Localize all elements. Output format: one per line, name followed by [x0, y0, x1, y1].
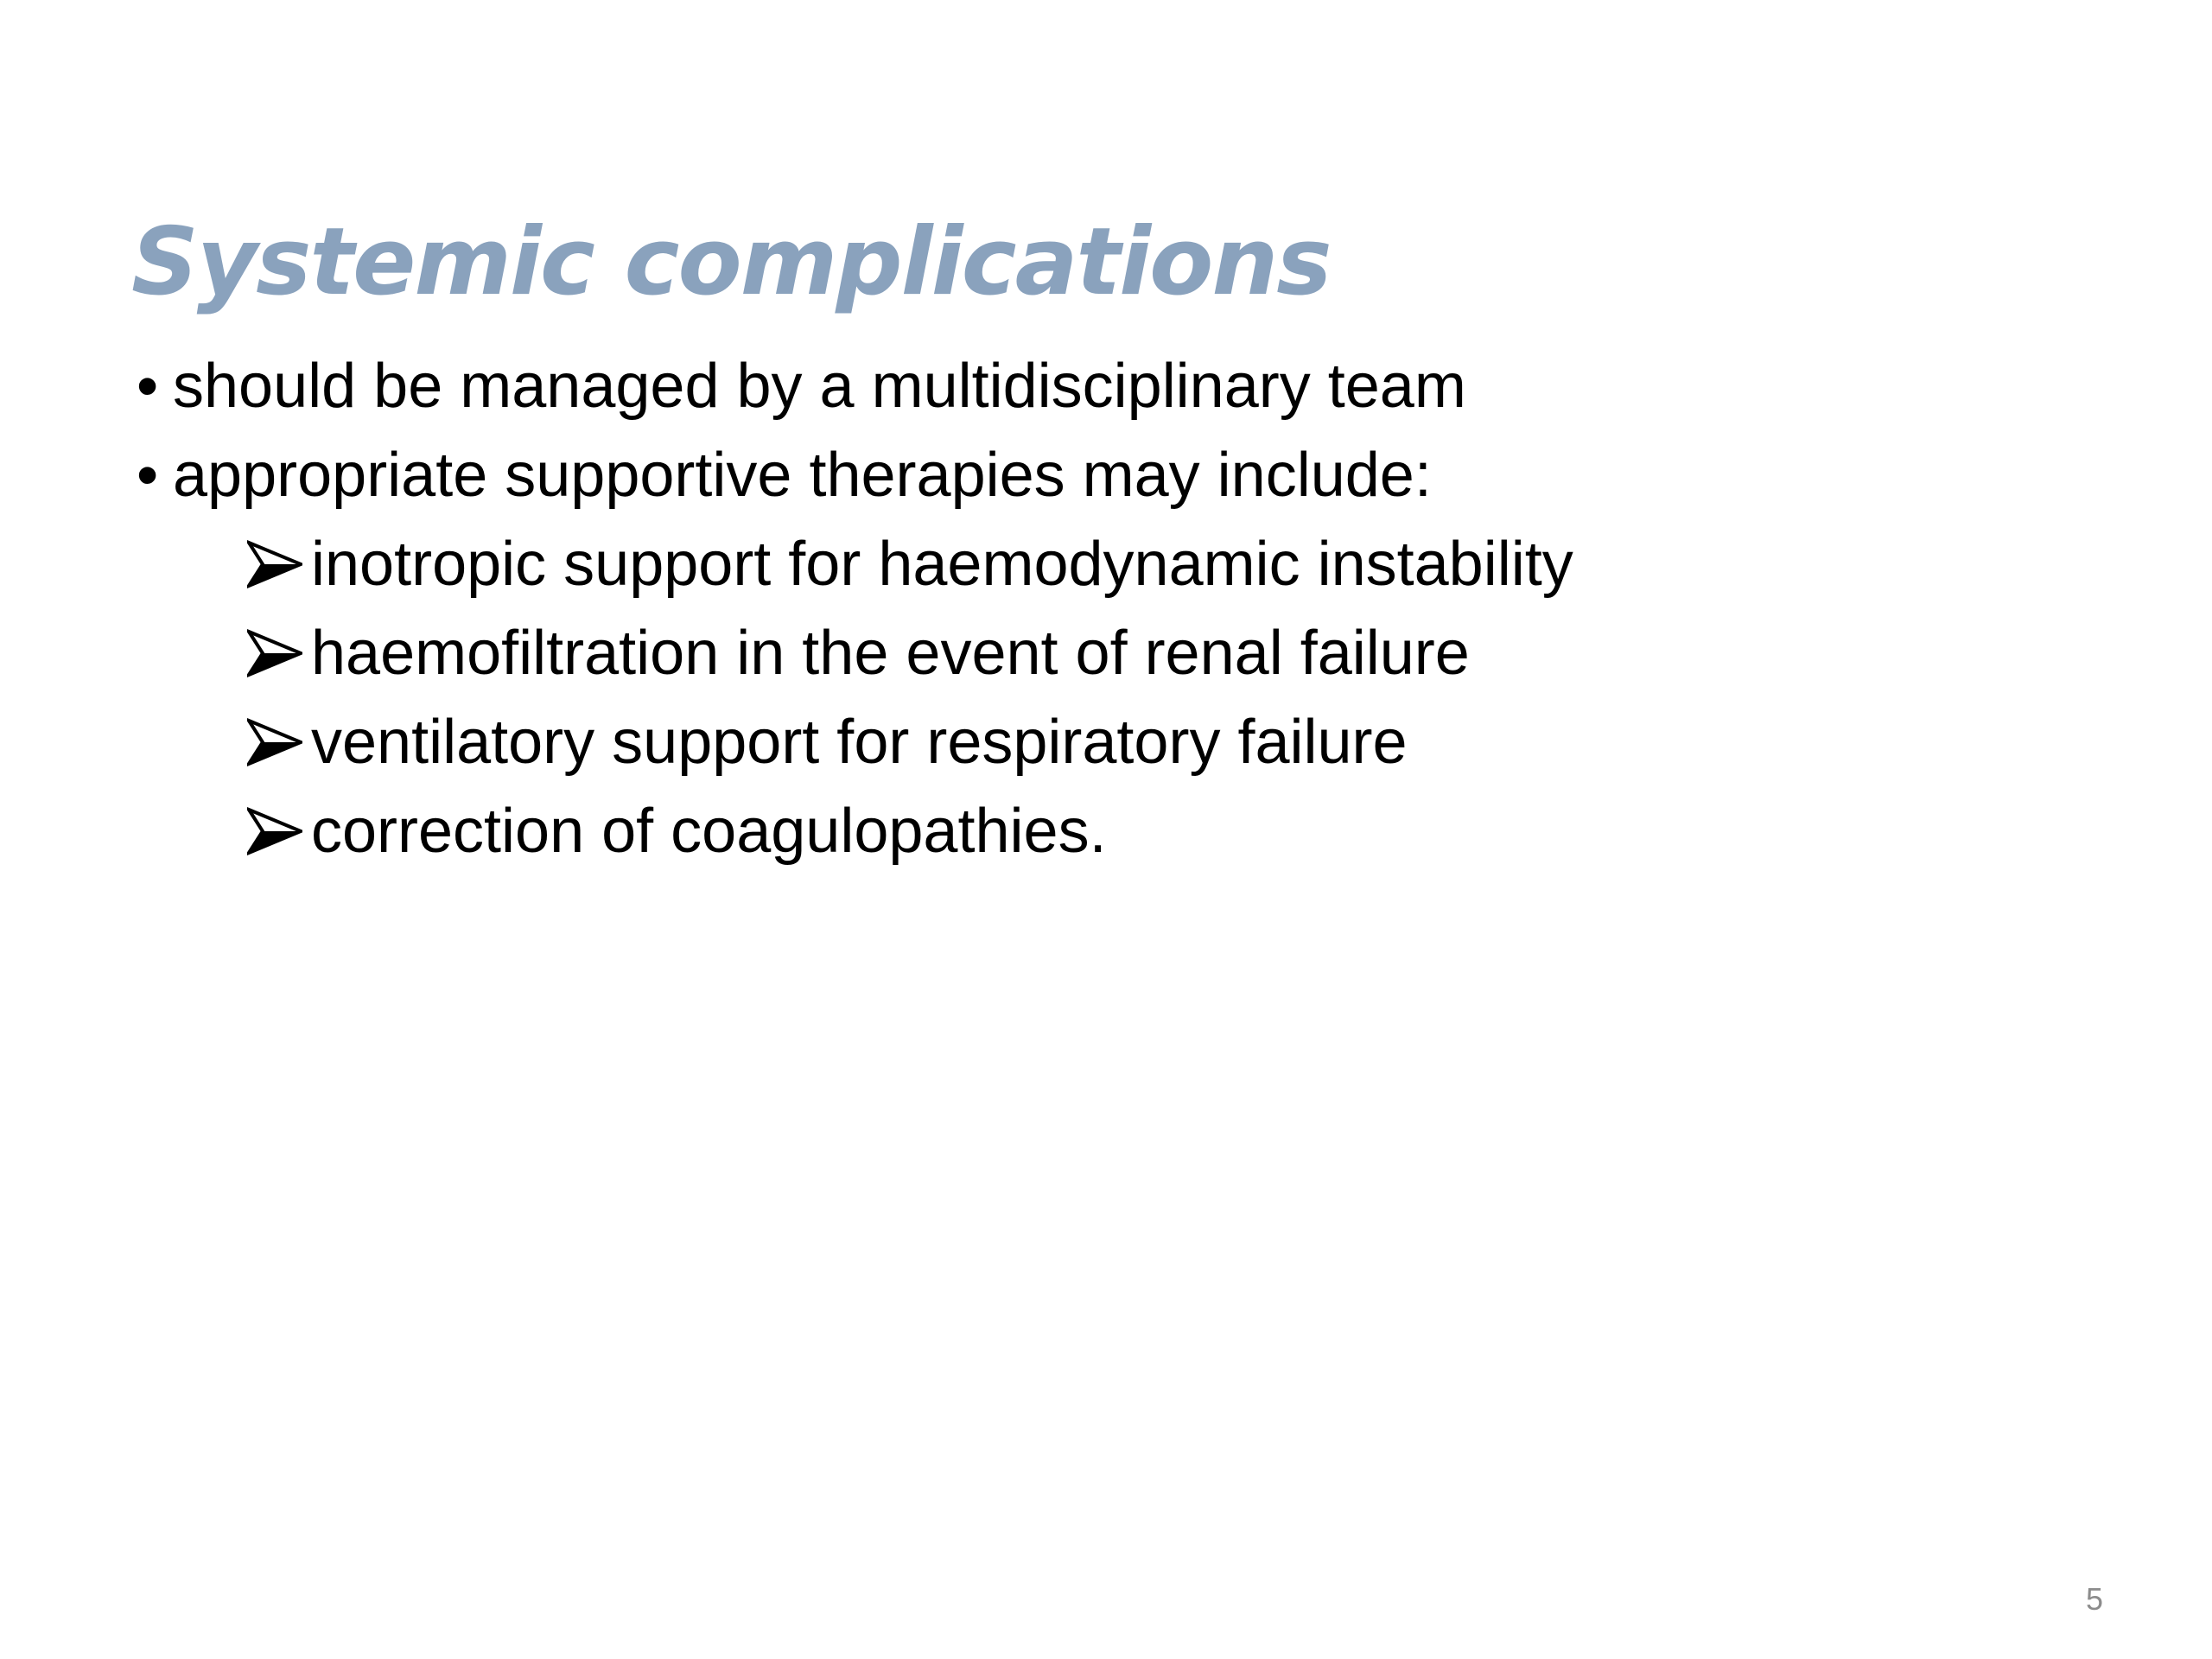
list-item — [137, 430, 1573, 519]
list-item-text: appropriate supportive therapies may include: — [173, 440, 1432, 510]
round-bullet-icon: • — [137, 440, 159, 510]
arrow-bullet-icon — [247, 806, 308, 856]
list-item-text: ventilatory support for respiratory failure — [311, 707, 1408, 777]
bullet-list — [137, 341, 1573, 875]
arrow-bullet-icon — [247, 628, 308, 678]
list-item — [137, 608, 1573, 697]
list-item — [137, 786, 1573, 875]
slide-title: Systemic complications — [131, 208, 1331, 316]
list-item-text: haemofiltration in the event of renal failure — [311, 618, 1470, 688]
list-item — [137, 341, 1573, 430]
list-item-text: inotropic support for haemodynamic instability — [311, 529, 1573, 599]
list-item — [137, 519, 1573, 608]
page-number: 5 — [2085, 1581, 2103, 1617]
round-bullet-icon: • — [137, 351, 159, 421]
list-item — [137, 697, 1573, 786]
arrow-bullet-icon — [247, 539, 308, 589]
list-item-text: should be managed by a multidisciplinary team — [173, 351, 1466, 421]
arrow-bullet-icon — [247, 717, 308, 767]
list-item-text: correction of coagulopathies. — [311, 796, 1107, 866]
